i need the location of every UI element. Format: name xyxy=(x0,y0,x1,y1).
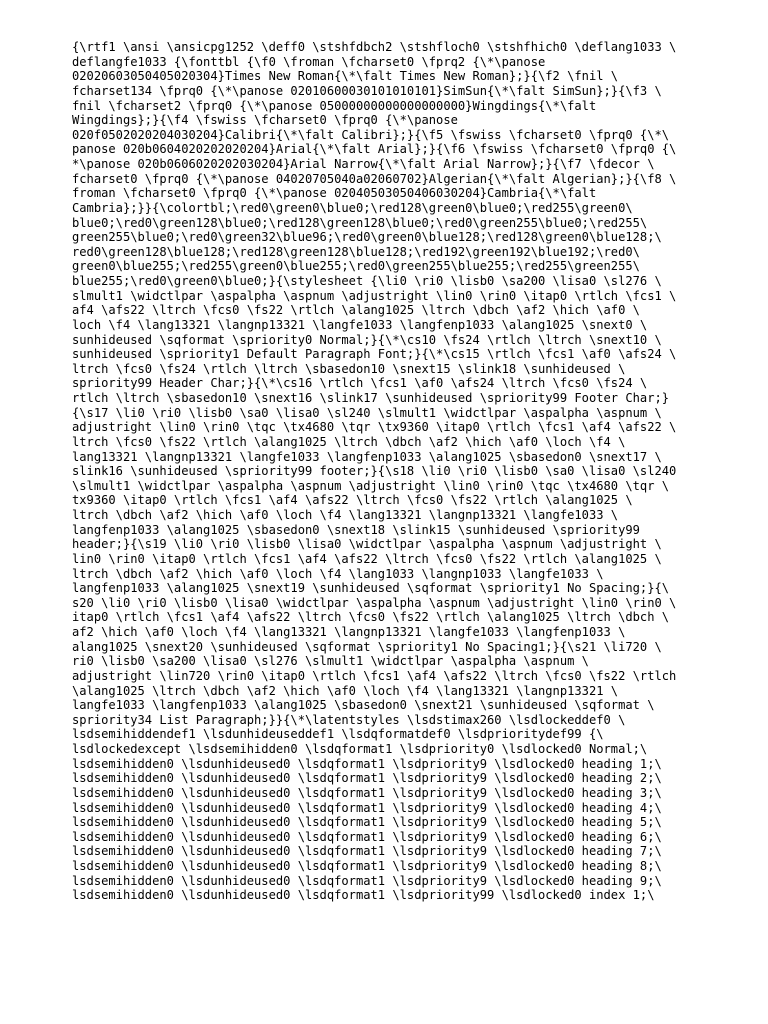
text-line: langfe1033 \langfenp1033 \alang1025 \sbasedon0 \snext21 \sunhideused \sqformat \ xyxy=(72,698,655,713)
text-line: green255\blue0;\red0\green32\blue96;\red0\green0\blue128;\red128\green0\blue128;\ xyxy=(72,230,662,245)
text-line: green0\blue255;\red255\green0\blue255;\red0\green255\blue255;\red255\green255\ xyxy=(72,259,640,274)
text-line: deflangfe1033 {\fonttbl {\f0 \froman \fcharset0 \fprq2 {\*\panose xyxy=(72,54,546,69)
text-line: lsdsemihidden0 \lsdunhideused0 \lsdqformat1 \lsdpriority9 \lsdlocked0 heading 6;\ xyxy=(72,829,662,844)
text-line: loch \f4 \lang13321 \langnp13321 \langfe1033 \langfenp1033 \alang1025 \snext0 \ xyxy=(72,317,648,332)
text-line: lsdsemihidden0 \lsdunhideused0 \lsdqformat1 \lsdpriority9 \lsdlocked0 heading 9;\ xyxy=(72,873,662,888)
text-line: lsdlockedexcept \lsdsemihidden0 \lsdqformat1 \lsdpriority0 \lsdlocked0 Normal;\ xyxy=(72,742,648,756)
text-line: itap0 \rtlch \fcs1 \af4 \afs22 \ltrch \fcs0 \fs22 \rtlch \alang1025 \ltrch \dbch \ xyxy=(72,610,670,625)
text-line: lang13321 \langnp13321 \langfe1033 \langfenp1033 \alang1025 \sbasedon0 \snext17 \ xyxy=(72,449,662,464)
text-line: af4 \afs22 \ltrch \fcs0 \fs22 \rtlch \alang1025 \ltrch \dbch \af2 \hich \af0 \ xyxy=(72,303,640,318)
text-line: fnil \fcharset2 \fprq0 {\*\panose 05000000000000000000}Wingdings{\*\falt xyxy=(72,98,597,113)
text-line: Cambria};}}{\colortbl;\red0\green0\blue0;\red128\green0\blue0;\red255\green0\ xyxy=(72,200,633,215)
text-line: red0\green128\blue128;\red128\green128\blue128;\red192\green192\blue192;\red0\ xyxy=(72,244,640,259)
rtf-source-text xyxy=(72,40,702,903)
text-line: fcharset0 \fprq0 {\*\panose 04020705040a02060702}Algerian{\*\falt Algerian};}{\f8 \ xyxy=(72,171,677,186)
text-line: fcharset134 \fprq0 {\*\panose 02010600030101010101}SimSun{\*\falt SimSun};}{\f3 \ xyxy=(72,83,662,98)
text-line: slmult1 \widctlpar \aspalpha \aspnum \adjustright \lin0 \rin0 \itap0 \rtlch \fcs1 \ xyxy=(72,288,677,303)
text-line: blue255;\red0\green0\blue0;}{\stylesheet {\li0 \ri0 \lisb0 \sa200 \lisa0 \sl276 \ xyxy=(72,274,662,288)
text-line: adjustright \lin0 \rin0 \tqc \tx4680 \tqr \tx9360 \itap0 \rtlch \fcs1 \af4 \afs22 \ xyxy=(72,420,677,435)
text-line: lsdsemihidden0 \lsdunhideused0 \lsdqformat1 \lsdpriority9 \lsdlocked0 heading 7;\ xyxy=(72,844,662,859)
text-line: panose 020b0604020202020204}Arial{\*\falt Arial};}{\f6 \fswiss \fcharset0 \fprq0 {\ xyxy=(72,142,677,157)
text-line: s20 \li0 \ri0 \lisb0 \lisa0 \widctlpar \aspalpha \aspnum \adjustright \lin0 \rin0 \ xyxy=(72,595,677,610)
text-line: lsdsemihidden0 \lsdunhideused0 \lsdqformat1 \lsdpriority9 \lsdlocked0 heading 2;\ xyxy=(72,771,662,786)
text-line: header;}{\s19 \li0 \ri0 \lisb0 \lisa0 \widctlpar \aspalpha \aspnum \adjustright \ xyxy=(72,537,662,552)
text-line: lsdsemihidden0 \lsdunhideused0 \lsdqformat1 \lsdpriority9 \lsdlocked0 heading 1;\ xyxy=(72,756,662,771)
text-line: slink16 \sunhideused \spriority99 footer;}{\s18 \li0 \ri0 \lisb0 \sa0 \lisa0 \sl240 xyxy=(72,464,677,479)
text-line: Wingdings};}{\f4 \fswiss \fcharset0 \fprq0 {\*\panose xyxy=(72,113,458,128)
text-line: \alang1025 \ltrch \dbch \af2 \hich \af0 \loch \f4 \lang13321 \langnp13321 \ xyxy=(72,683,619,698)
text-line: {\s17 \li0 \ri0 \lisb0 \sa0 \lisa0 \sl240 \slmult1 \widctlpar \aspalpha \aspnum \ xyxy=(72,405,662,420)
text-line: blue0;\red0\green128\blue0;\red128\green128\blue0;\red0\green255\blue0;\red255\ xyxy=(72,215,648,230)
text-line: alang1025 \snext20 \sunhideused \sqformat \spriority1 No Spacing1;}{\s21 \li720 \ xyxy=(72,639,662,654)
text-line: af2 \hich \af0 \loch \f4 \lang13321 \langnp13321 \langfe1033 \langfenp1033 \ xyxy=(72,625,626,639)
text-line: ri0 \lisb0 \sa200 \lisa0 \sl276 \slmult1 \widctlpar \aspalpha \aspnum \ xyxy=(72,654,589,669)
text-line: langfenp1033 \alang1025 \snext19 \sunhideused \sqformat \spriority1 No Spacing;}{\ xyxy=(72,581,670,596)
text-line: spriority34 List Paragraph;}}{\*\latentstyles \lsdstimax260 \lsdlockeddef0 \ xyxy=(72,712,626,727)
text-line: {\rtf1 \ansi \ansicpg1252 \deff0 \stshfdbch2 \stshfloch0 \stshfhich0 \deflang1033 \ xyxy=(72,40,677,54)
text-line: lsdsemihiddendef1 \lsdunhideuseddef1 \lsdqformatdef0 \lsdprioritydef99 {\ xyxy=(72,727,604,742)
text-line: lin0 \rin0 \itap0 \rtlch \fcs1 \af4 \afs22 \ltrch \fcs0 \fs22 \rtlch \alang1025 \ xyxy=(72,551,662,566)
text-line: ltrch \fcs0 \fs22 \rtlch \alang1025 \ltrch \dbch \af2 \hich \af0 \loch \f4 \ xyxy=(72,434,626,449)
text-line: sunhideused \spriority1 Default Paragraph Font;}{\*\cs15 \rtlch \fcs1 \af0 \afs24 \ xyxy=(72,347,677,362)
text-line: lsdsemihidden0 \lsdunhideused0 \lsdqformat1 \lsdpriority9 \lsdlocked0 heading 5;\ xyxy=(72,815,662,830)
text-line: langfenp1033 \alang1025 \sbasedon0 \snext18 \slink15 \sunhideused \spriority99 xyxy=(72,522,640,537)
text-line: \slmult1 \widctlpar \aspalpha \aspnum \adjustright \lin0 \rin0 \tqc \tx4680 \tqr \ xyxy=(72,478,670,493)
text-line: tx9360 \itap0 \rtlch \fcs1 \af4 \afs22 \ltrch \fcs0 \fs22 \rtlch \alang1025 \ xyxy=(72,493,633,508)
text-line: lsdsemihidden0 \lsdunhideused0 \lsdqformat1 \lsdpriority99 \lsdlocked0 index 1;\ xyxy=(72,888,655,903)
text-line: ltrch \dbch \af2 \hich \af0 \loch \f4 \lang13321 \langnp13321 \langfe1033 \ xyxy=(72,508,619,522)
text-line: ltrch \dbch \af2 \hich \af0 \loch \f4 \lang1033 \langnp1033 \langfe1033 \ xyxy=(72,566,604,581)
text-line: lsdsemihidden0 \lsdunhideused0 \lsdqformat1 \lsdpriority9 \lsdlocked0 heading 4;\ xyxy=(72,800,662,815)
text-line: lsdsemihidden0 \lsdunhideused0 \lsdqformat1 \lsdpriority9 \lsdlocked0 heading 3;\ xyxy=(72,785,662,800)
text-line: 020f0502020204030204}Calibri{\*\falt Calibri};}{\f5 \fswiss \fcharset0 \fprq0 {\*\ xyxy=(72,127,670,142)
text-line: lsdsemihidden0 \lsdunhideused0 \lsdqformat1 \lsdpriority9 \lsdlocked0 heading 8;\ xyxy=(72,859,662,873)
text-line: sunhideused \sqformat \spriority0 Normal;}{\*\cs10 \fs24 \rtlch \ltrch \snext10 \ xyxy=(72,332,662,347)
text-line: spriority99 Header Char;}{\*\cs16 \rtlch \fcs1 \af0 \afs24 \ltrch \fcs0 \fs24 \ xyxy=(72,376,648,391)
text-line: rtlch \ltrch \sbasedon10 \snext16 \slink17 \sunhideused \spriority99 Footer Char;} xyxy=(72,391,670,405)
text-line: adjustright \lin720 \rin0 \itap0 \rtlch \fcs1 \af4 \afs22 \ltrch \fcs0 \fs22 \rtlch xyxy=(72,668,677,683)
text-line: 02020603050405020304}Times New Roman{\*\falt Times New Roman};}{\f2 \fnil \ xyxy=(72,69,619,84)
document-page xyxy=(72,40,702,903)
text-line: froman \fcharset0 \fprq0 {\*\panose 02040503050406030204}Cambria{\*\falt xyxy=(72,186,597,201)
text-line: ltrch \fcs0 \fs24 \rtlch \ltrch \sbasedon10 \snext15 \slink18 \sunhideused \ xyxy=(72,361,626,376)
text-line: *\panose 020b0606020202030204}Arial Narrow{\*\falt Arial Narrow};}{\f7 \fdecor \ xyxy=(72,157,655,171)
